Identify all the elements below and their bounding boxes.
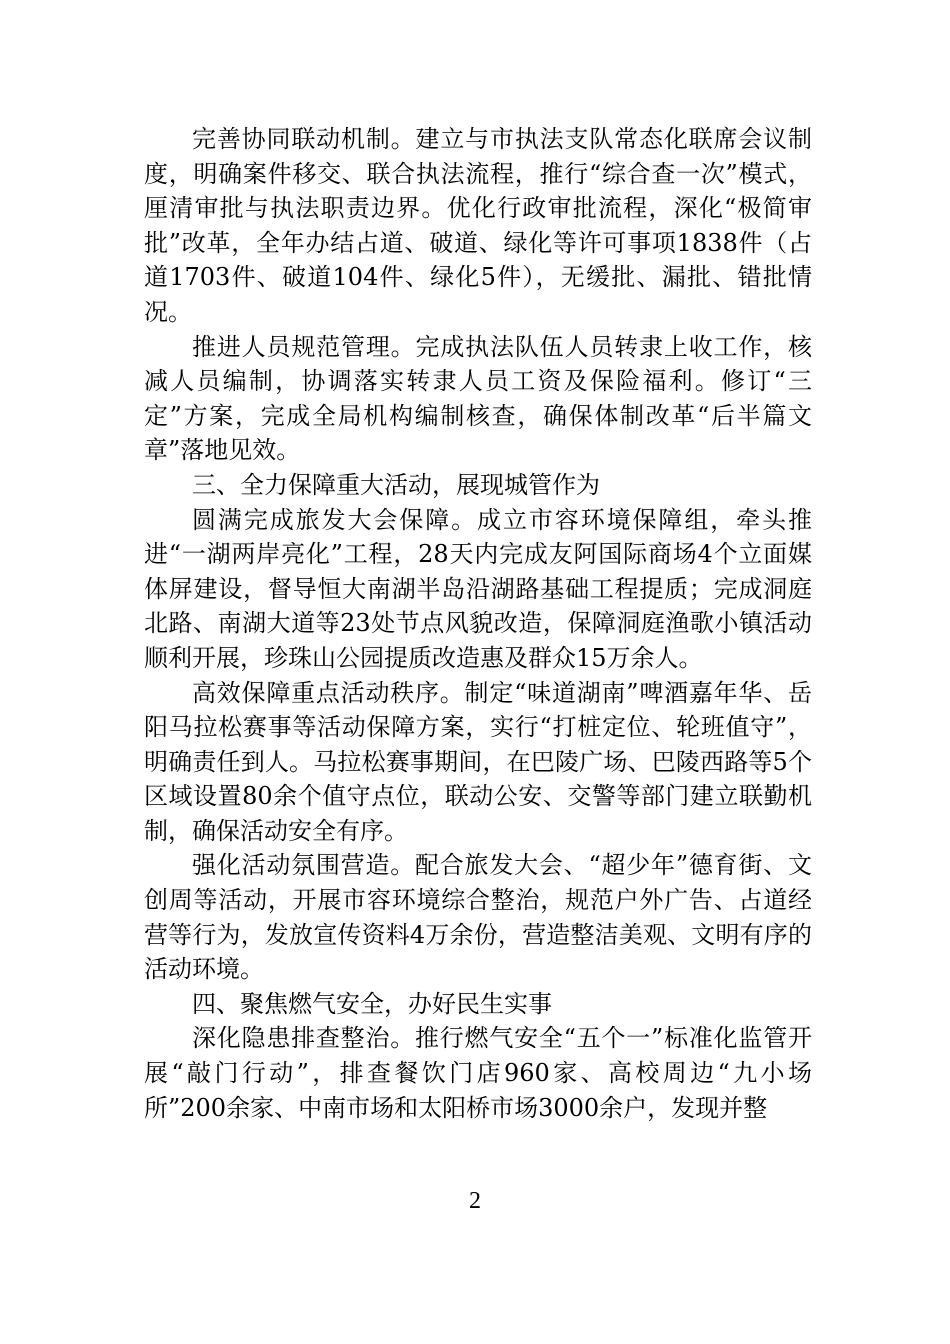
section-heading-four: 四、聚焦燃气安全，办好民生实事 [192, 989, 552, 1018]
document-body [144, 122, 812, 1125]
page-number: 2 [469, 1188, 481, 1214]
paragraph-personnel-management: 推进人员规范管理。完成执法队伍人员转隶上收工作，核减人员编制，协调落实转隶人员工资及保险福利。修订“三定”方案，完成全局机构编制核查，确保体制改革“后半篇文章”落地见效。 [144, 332, 812, 465]
paragraph-event-order: 高效保障重点活动秩序。制定“味道湖南”啤酒嘉年华、岳阳马拉松赛事等活动保障方案，实行“打桩定位、轮班值守”，明确责任到人。马拉松赛事期间，在巴陵广场、巴陵西路等5个区域设置80余个值守点位，联动公安、交警等部门建立联勤机制，确保活动安全有序。 [144, 678, 812, 845]
section-heading-three: 三、全力保障重大活动，展现城管作为 [192, 470, 600, 499]
paragraph-coordination-mechanism: 完善协同联动机制。建立与市执法支队常态化联席会议制度，明确案件移交、联合执法流程，推行“综合查一次”模式，厘清审批与执法职责边界。优化行政审批流程，深化“极简审批”改革，全年办结占道、破道、绿化等许可事项1838件（占道1703件、破道104件、绿化5件），无缓批、漏批、错批情况。 [144, 125, 812, 326]
paragraph-event-atmosphere: 强化活动氛围营造。配合旅发大会、“超少年”德育街、文创周等活动，开展市容环境综合整治，规范户外广告、占道经营等行为，发放宣传资料4万余份，营造整洁美观、文明有序的活动环境。 [144, 851, 812, 984]
paragraph-hazard-inspection: 深化隐患排查整治。推行燃气安全“五个一”标准化监管开展“敲门行动”，排查餐饮门店960家、高校周边“九小场所”200余家、中南市场和太阳桥市场3000余户，发现并整 [144, 1024, 812, 1122]
paragraph-tourism-conference: 圆满完成旅发大会保障。成立市容环境保障组，牵头推进“一湖两岸亮化”工程，28天内完成友阿国际商场4个立面媒体屏建设，督导恒大南湖半岛沿湖路基础工程提质；完成洞庭北路、南湖大道等23处节点风貌改造，保障洞庭渔歌小镇活动顺利开展，珍珠山公园提质改造惠及群众15万余人。 [144, 505, 812, 672]
